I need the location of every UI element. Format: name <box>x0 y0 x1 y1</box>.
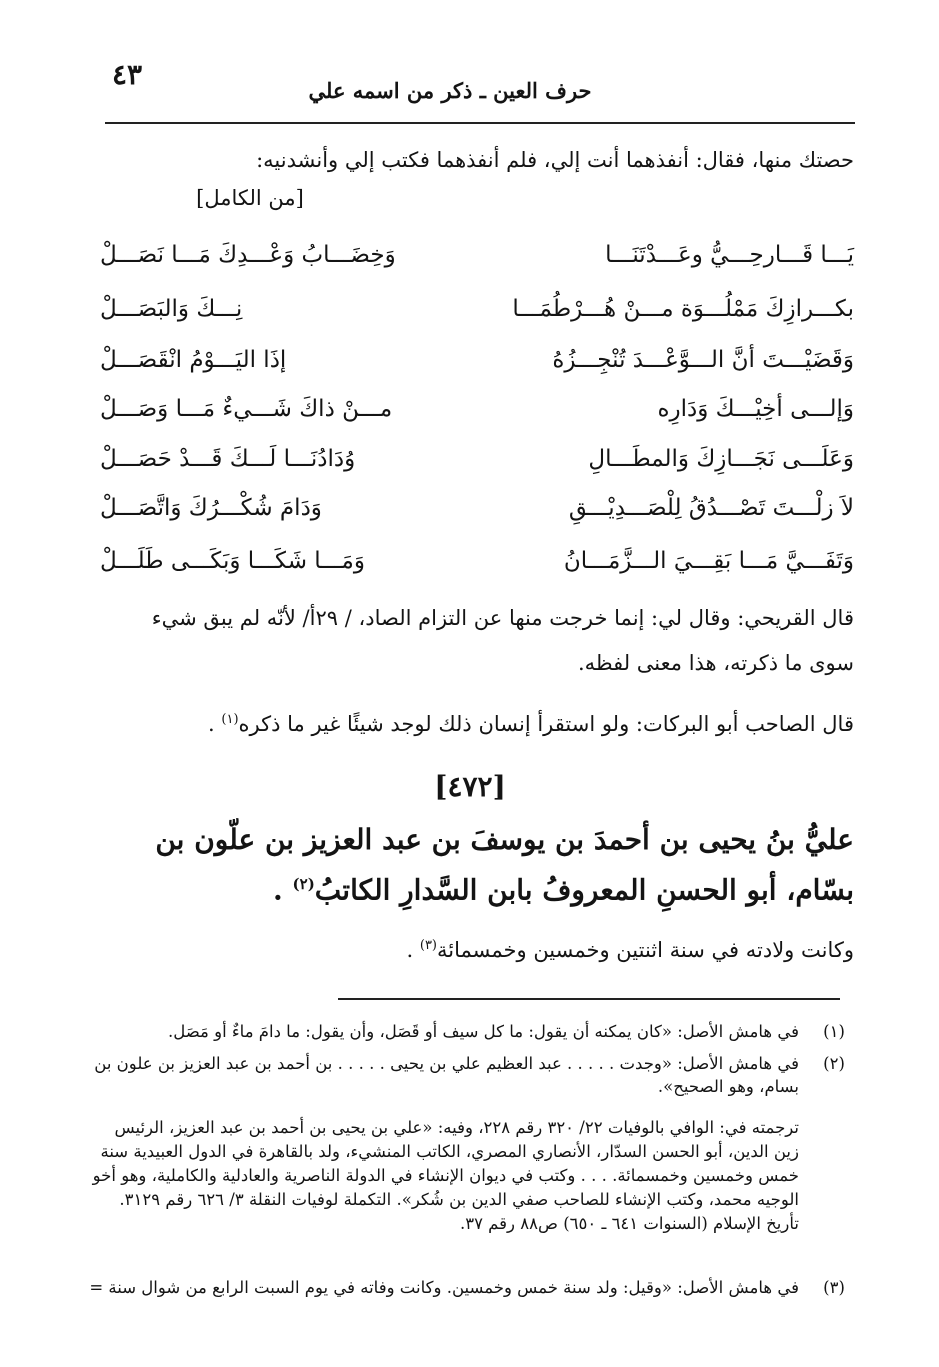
footnote-text: في هامش الأصل: «وقيل: ولد سنة خمس وخمسين. وكانت وفاته في يوم السبت الرابع من شوال سنة = <box>89 1278 799 1297</box>
paragraph-sahib: قال الصاحب أبو البركات: ولو استقرأ إنسان ذلك لوجد شيئًا غير ما ذكره$^{(١)}$ . <box>208 712 854 736</box>
paragraph-qurayhi: قال القريحي: وقال لي: إنما خرجت منها عن التزام الصاد، / ٢٩أ/ لأنّه لم يبق شيء <box>151 606 854 630</box>
verse-first-hemistich: لاَ زلْـــتَ تَصْـــدُقُ لِلْصَـــدِيْـــقِ <box>568 495 854 521</box>
verse-second-hemistich: مـــنْ ذاكَ شَـــيءٌ مَـــا وَصَـــلْ <box>100 396 393 422</box>
entry-title-line1: عليُّ بنُ يحيى بن أحمدَ بن يوسفَ بن عبد العزيز بن علّون بن <box>155 823 854 856</box>
verse-first-hemistich: وَقَضَيْـــتَ أنَّ الـــوَّعْـــدَ تُنْجِـــزُهُ <box>552 347 854 373</box>
footnote-number: (٣) <box>823 1278 845 1297</box>
footnote-2-biography <box>87 1116 799 1236</box>
verse-line <box>100 438 854 480</box>
footnote-2 <box>88 1052 854 1098</box>
page-number: ٤٣ <box>112 58 143 91</box>
verse-first-hemistich: بكـــرازِكَ مَمْلُـــوَة مـــنْ هُـــرْطُمَـــا <box>512 296 854 322</box>
footnote-text-line: بسام، وهو الصحيح». <box>657 1077 799 1096</box>
verse-second-hemistich: وَمَـــا شَكَـــا وَبَكَـــى طَلَـــلْ <box>100 548 365 574</box>
footnote-text-line: الوجيه محمد، وكتب الإنشاء للصاحب صفي الدين بن شُكر». التكملة لوفيات النقلة ٣/ ٦٢٦ رقم ٣١٢٩. <box>119 1190 799 1209</box>
intro-line: حصتك منها، فقال: أنفذهما أنت إلي، فلم أنفذهما فكتب إلي وأنشدنيه: <box>256 148 854 172</box>
verse-first-hemistich: يَـــا قَـــارحِـــيُّ وعَـــدْتَنَـــا <box>605 242 854 268</box>
verse-first-hemistich: وَتَفَـــيَّ مَـــا بَقِـــيَ الـــزَّمَـــانُ <box>563 548 854 574</box>
verse-first-hemistich: وَعَلَـــى نَجَـــازِكَ وَالمطَـــالِ <box>588 446 854 472</box>
footnote-text-line: ترجمته في: الوافي بالوفيات ٢٢/ ٣٢٠ رقم ٢٢٨، وفيه: «علي بن يحيى بن أحمد بن عبد العزيز، الرئيس <box>114 1118 799 1137</box>
verse-second-hemistich: وَخِضَـــابُ وَعْـــدِكَ مَـــا نَصَـــلْ <box>100 242 396 268</box>
verse-second-hemistich: وَدَامَ شُكْـــرُكَ وَاتَّصَـــلْ <box>100 495 322 521</box>
verse-line <box>100 288 854 330</box>
birth-line: وكانت ولادته في سنة اثنتين وخمسين وخمسمائة$^{(٣)}$ . <box>406 938 854 962</box>
footnote-separator <box>338 998 840 1000</box>
verse-line <box>100 339 854 381</box>
verse-second-hemistich: وُدَادُنَـــا لَـــكَ قَـــدْ حَصَـــلْ <box>100 446 356 472</box>
footnote-ref: (١) <box>221 712 239 727</box>
paragraph-sahib-text: قال الصاحب أبو البركات: ولو استقرأ إنسان ذلك لوجد شيئًا غير ما ذكره <box>238 712 854 736</box>
footnote-text-line: خمس وخمسين وخمسمائة. . . . وكتب في ديوان الإنشاء في الدولة الناصرية والعادلية والكاملية، وهو أخو <box>92 1166 799 1185</box>
verse-second-hemistich: إذَا اليَـــوْمُ انْقَصَـــلْ <box>100 347 287 373</box>
footnote-text: في هامش الأصل: «كان يمكنه أن يقول: ما كل سيف أو قَصَل، وأن يقول: ما دامَ ماءٌ أو مَصَل. <box>167 1022 799 1041</box>
verse-line <box>100 487 854 529</box>
meter-label: [من الكامل] <box>196 186 304 210</box>
verse-first-hemistich: وَإلـــى أخِيْـــكَ وَدَارِه <box>657 396 854 422</box>
footnote-3 <box>88 1276 854 1299</box>
footnote-number: (١) <box>823 1022 845 1041</box>
verse-second-hemistich: نِـــكَ وَالبَصَـــلْ <box>100 296 243 322</box>
entry-number: [٤٧٢] <box>434 770 506 803</box>
entry-title-line2: بسّام، أبو الحسنِ المعروفُ بابن السَّدارِ الكاتبُ$^{(٢)}$ . <box>273 873 854 907</box>
footnote-ref: (٢) <box>292 875 315 893</box>
footnote-text-line: زين الدين، أبو الحسن السدّار، الأنصاري المصري، الكاتب المنشيء، ولد بالقاهرة في الدول العبيدية سنة <box>100 1142 799 1161</box>
footnote-text-line: تأريخ الإسلام (السنوات ٦٤١ ـ ٦٥٠) ص٨٨ رقم ٣٧. <box>459 1214 799 1233</box>
verse-line <box>100 234 854 276</box>
footnote-number: (٢) <box>823 1054 845 1073</box>
paragraph-qurayhi-cont: سوى ما ذكرته، هذا معنى لفظه. <box>577 651 854 675</box>
footnote-1 <box>88 1020 854 1043</box>
verse-line <box>100 388 854 430</box>
birth-line-text: وكانت ولادته في سنة اثنتين وخمسين وخمسمائة <box>437 938 854 962</box>
header-rule <box>105 122 855 124</box>
running-head: حرف العين ـ ذكر من اسمه علي <box>308 78 592 103</box>
footnote-text-line: في هامش الأصل: «وجدت . . . . . عبد العظيم علي بن يحيى . . . . . بن أحمد بن عبد العزيز بن علون بن <box>94 1054 799 1073</box>
entry-title <box>84 818 854 912</box>
footnote-ref: (٣) <box>419 938 437 953</box>
verse-line <box>100 540 854 582</box>
entry-title-line2-text: بسّام، أبو الحسنِ المعروفُ بابن السَّدارِ الكاتبُ <box>314 873 854 907</box>
